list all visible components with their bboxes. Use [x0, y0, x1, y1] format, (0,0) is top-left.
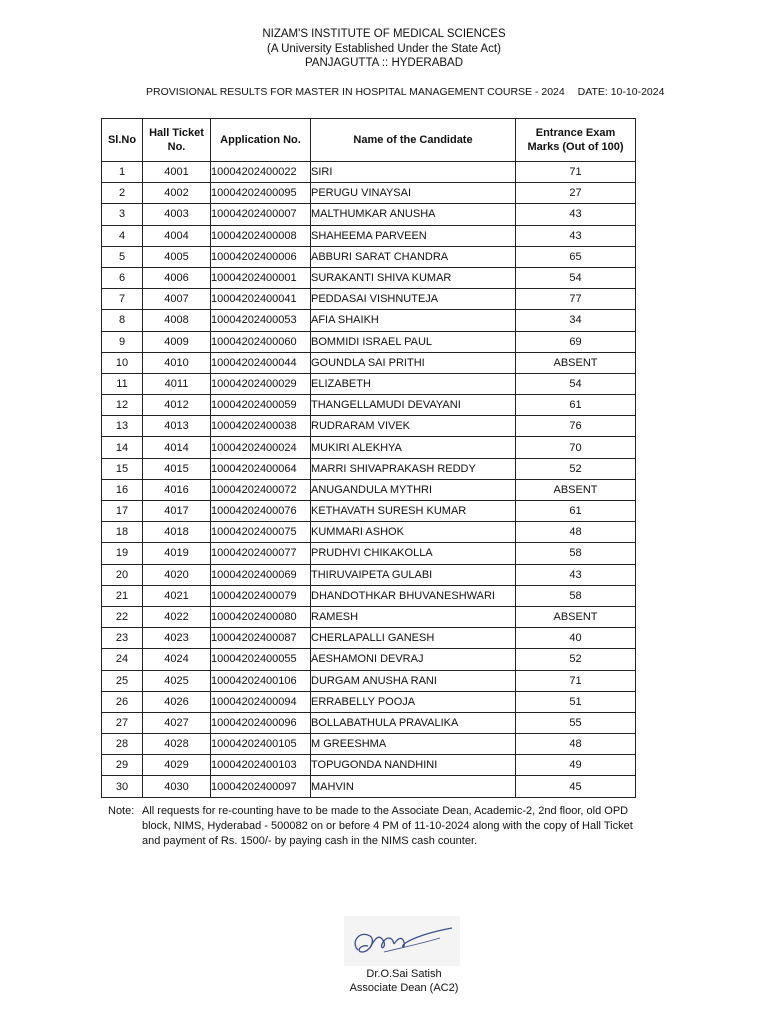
- cell-slno: 13: [102, 416, 143, 437]
- cell-slno: 28: [102, 734, 143, 755]
- table-row: [102, 479, 636, 500]
- table-row: [102, 649, 636, 670]
- cell-candidate-name: BOMMIDI ISRAEL PAUL: [311, 331, 516, 352]
- table-row: [102, 734, 636, 755]
- cell-marks: 61: [516, 395, 636, 416]
- cell-application-no: 10004202400080: [211, 606, 311, 627]
- cell-slno: 15: [102, 458, 143, 479]
- cell-marks: 58: [516, 543, 636, 564]
- cell-marks: 70: [516, 437, 636, 458]
- table-row: [102, 246, 636, 267]
- cell-candidate-name: AFIA SHAIKH: [311, 310, 516, 331]
- cell-application-no: 10004202400001: [211, 267, 311, 288]
- cell-candidate-name: DURGAM ANUSHA RANI: [311, 670, 516, 691]
- col-header-application: Application No.: [211, 119, 311, 162]
- cell-marks: 61: [516, 501, 636, 522]
- cell-candidate-name: RUDRARAM VIVEK: [311, 416, 516, 437]
- cell-slno: 23: [102, 628, 143, 649]
- table-row: [102, 225, 636, 246]
- cell-slno: 7: [102, 289, 143, 310]
- cell-candidate-name: MUKIRI ALEKHYA: [311, 437, 516, 458]
- cell-slno: 6: [102, 267, 143, 288]
- cell-candidate-name: ERRABELLY POOJA: [311, 691, 516, 712]
- cell-candidate-name: ANUGANDULA MYTHRI: [311, 479, 516, 500]
- cell-hall-ticket: 4021: [143, 585, 211, 606]
- cell-hall-ticket: 4029: [143, 755, 211, 776]
- cell-slno: 12: [102, 395, 143, 416]
- cell-candidate-name: SIRI: [311, 162, 516, 183]
- cell-hall-ticket: 4026: [143, 691, 211, 712]
- table-row: [102, 437, 636, 458]
- cell-marks: 65: [516, 246, 636, 267]
- cell-hall-ticket: 4005: [143, 246, 211, 267]
- cell-marks: 49: [516, 755, 636, 776]
- results-date: DATE: 10-10-2024: [577, 86, 665, 98]
- cell-marks: 71: [516, 162, 636, 183]
- note-label: Note:: [108, 805, 135, 817]
- cell-hall-ticket: 4022: [143, 606, 211, 627]
- cell-hall-ticket: 4024: [143, 649, 211, 670]
- table-row: [102, 373, 636, 394]
- cell-marks: 52: [516, 649, 636, 670]
- table-row: [102, 522, 636, 543]
- cell-marks: ABSENT: [516, 606, 636, 627]
- cell-candidate-name: SURAKANTI SHIVA KUMAR: [311, 267, 516, 288]
- cell-marks: 51: [516, 691, 636, 712]
- document-header: [0, 27, 768, 71]
- cell-marks: 40: [516, 628, 636, 649]
- cell-slno: 17: [102, 501, 143, 522]
- results-table-body: [102, 162, 636, 798]
- cell-hall-ticket: 4012: [143, 395, 211, 416]
- table-row: [102, 712, 636, 733]
- cell-marks: 54: [516, 267, 636, 288]
- cell-slno: 16: [102, 479, 143, 500]
- table-row: [102, 352, 636, 373]
- col-header-marks: Entrance Exam Marks (Out of 100): [516, 119, 636, 162]
- cell-candidate-name: AESHAMONI DEVRAJ: [311, 649, 516, 670]
- signatory-name: Dr.O.Sai Satish: [366, 968, 442, 980]
- cell-marks: 52: [516, 458, 636, 479]
- cell-slno: 9: [102, 331, 143, 352]
- cell-candidate-name: GOUNDLA SAI PRITHI: [311, 352, 516, 373]
- cell-application-no: 10004202400044: [211, 352, 311, 373]
- cell-slno: 27: [102, 712, 143, 733]
- cell-marks: 43: [516, 204, 636, 225]
- cell-marks: 71: [516, 670, 636, 691]
- cell-hall-ticket: 4030: [143, 776, 211, 797]
- cell-marks: 48: [516, 522, 636, 543]
- signatory-block: [0, 967, 768, 995]
- cell-candidate-name: KUMMARI ASHOK: [311, 522, 516, 543]
- cell-hall-ticket: 4007: [143, 289, 211, 310]
- cell-slno: 14: [102, 437, 143, 458]
- cell-slno: 1: [102, 162, 143, 183]
- cell-application-no: 10004202400087: [211, 628, 311, 649]
- cell-application-no: 10004202400095: [211, 183, 311, 204]
- cell-slno: 25: [102, 670, 143, 691]
- cell-candidate-name: M GREESHMA: [311, 734, 516, 755]
- cell-candidate-name: KETHAVATH SURESH KUMAR: [311, 501, 516, 522]
- cell-application-no: 10004202400053: [211, 310, 311, 331]
- cell-application-no: 10004202400079: [211, 585, 311, 606]
- col-header-slno: Sl.No: [102, 119, 143, 162]
- cell-application-no: 10004202400064: [211, 458, 311, 479]
- cell-application-no: 10004202400106: [211, 670, 311, 691]
- table-row: [102, 543, 636, 564]
- cell-hall-ticket: 4013: [143, 416, 211, 437]
- cell-application-no: 10004202400072: [211, 479, 311, 500]
- cell-slno: 18: [102, 522, 143, 543]
- cell-hall-ticket: 4006: [143, 267, 211, 288]
- cell-application-no: 10004202400069: [211, 564, 311, 585]
- cell-hall-ticket: 4018: [143, 522, 211, 543]
- cell-application-no: 10004202400097: [211, 776, 311, 797]
- cell-candidate-name: THIRUVAIPETA GULABI: [311, 564, 516, 585]
- table-row: [102, 755, 636, 776]
- cell-marks: ABSENT: [516, 352, 636, 373]
- cell-slno: 24: [102, 649, 143, 670]
- cell-slno: 2: [102, 183, 143, 204]
- table-row: [102, 670, 636, 691]
- cell-candidate-name: MALTHUMKAR ANUSHA: [311, 204, 516, 225]
- table-row: [102, 289, 636, 310]
- cell-application-no: 10004202400038: [211, 416, 311, 437]
- cell-application-no: 10004202400103: [211, 755, 311, 776]
- cell-application-no: 10004202400055: [211, 649, 311, 670]
- cell-hall-ticket: 4011: [143, 373, 211, 394]
- cell-application-no: 10004202400006: [211, 246, 311, 267]
- cell-candidate-name: CHERLAPALLI GANESH: [311, 628, 516, 649]
- cell-hall-ticket: 4019: [143, 543, 211, 564]
- cell-marks: 69: [516, 331, 636, 352]
- cell-candidate-name: TOPUGONDA NANDHINI: [311, 755, 516, 776]
- note-block: [108, 804, 648, 849]
- cell-application-no: 10004202400060: [211, 331, 311, 352]
- cell-hall-ticket: 4027: [143, 712, 211, 733]
- table-row: [102, 691, 636, 712]
- cell-hall-ticket: 4023: [143, 628, 211, 649]
- cell-candidate-name: PRUDHVI CHIKAKOLLA: [311, 543, 516, 564]
- cell-hall-ticket: 4002: [143, 183, 211, 204]
- institute-name: NIZAM'S INSTITUTE OF MEDICAL SCIENCES: [262, 28, 506, 40]
- cell-slno: 4: [102, 225, 143, 246]
- cell-hall-ticket: 4017: [143, 501, 211, 522]
- cell-candidate-name: DHANDOTHKAR BHUVANESHWARI: [311, 585, 516, 606]
- cell-slno: 26: [102, 691, 143, 712]
- cell-application-no: 10004202400008: [211, 225, 311, 246]
- cell-application-no: 10004202400024: [211, 437, 311, 458]
- cell-hall-ticket: 4020: [143, 564, 211, 585]
- cell-application-no: 10004202400059: [211, 395, 311, 416]
- table-row: [102, 183, 636, 204]
- cell-application-no: 10004202400022: [211, 162, 311, 183]
- cell-slno: 10: [102, 352, 143, 373]
- cell-candidate-name: PEDDASAI VISHNUTEJA: [311, 289, 516, 310]
- signatory-designation: Associate Dean (AC2): [349, 982, 459, 994]
- table-row: [102, 776, 636, 797]
- cell-hall-ticket: 4001: [143, 162, 211, 183]
- cell-candidate-name: BOLLABATHULA PRAVALIKA: [311, 712, 516, 733]
- cell-slno: 29: [102, 755, 143, 776]
- cell-candidate-name: PERUGU VINAYSAI: [311, 183, 516, 204]
- cell-marks: 27: [516, 183, 636, 204]
- cell-slno: 30: [102, 776, 143, 797]
- cell-marks: 45: [516, 776, 636, 797]
- col-header-name: Name of the Candidate: [311, 119, 516, 162]
- cell-hall-ticket: 4009: [143, 331, 211, 352]
- signature-image: [340, 914, 464, 968]
- cell-candidate-name: ABBURI SARAT CHANDRA: [311, 246, 516, 267]
- cell-marks: 48: [516, 734, 636, 755]
- table-row: [102, 395, 636, 416]
- cell-marks: 55: [516, 712, 636, 733]
- cell-hall-ticket: 4028: [143, 734, 211, 755]
- cell-candidate-name: RAMESH: [311, 606, 516, 627]
- cell-application-no: 10004202400075: [211, 522, 311, 543]
- cell-hall-ticket: 4025: [143, 670, 211, 691]
- cell-application-no: 10004202400076: [211, 501, 311, 522]
- cell-application-no: 10004202400007: [211, 204, 311, 225]
- table-row: [102, 564, 636, 585]
- table-row: [102, 628, 636, 649]
- table-header-row: [102, 119, 636, 162]
- cell-slno: 11: [102, 373, 143, 394]
- cell-candidate-name: THANGELLAMUDI DEVAYANI: [311, 395, 516, 416]
- table-row: [102, 162, 636, 183]
- cell-marks: 34: [516, 310, 636, 331]
- cell-slno: 20: [102, 564, 143, 585]
- table-row: [102, 458, 636, 479]
- cell-application-no: 10004202400094: [211, 691, 311, 712]
- cell-slno: 22: [102, 606, 143, 627]
- cell-application-no: 10004202400041: [211, 289, 311, 310]
- cell-marks: 43: [516, 564, 636, 585]
- cell-marks: 58: [516, 585, 636, 606]
- cell-slno: 21: [102, 585, 143, 606]
- table-row: [102, 501, 636, 522]
- table-row: [102, 606, 636, 627]
- table-row: [102, 267, 636, 288]
- cell-candidate-name: MAHVIN: [311, 776, 516, 797]
- cell-marks: 54: [516, 373, 636, 394]
- cell-marks: 76: [516, 416, 636, 437]
- table-row: [102, 416, 636, 437]
- results-table: [101, 118, 636, 798]
- cell-marks: ABSENT: [516, 479, 636, 500]
- cell-slno: 19: [102, 543, 143, 564]
- note-text: All requests for re-counting have to be made to the Associate Dean, Academic-2, 2nd floor, old OPD block, NIMS, Hyderabad - 500082 on or before 4 PM of 11-10-2024 along with the copy of Hall Ticket and payment of Rs. 1500/- by paying cash in the NIMS cash counter.: [142, 805, 633, 847]
- cell-candidate-name: ELIZABETH: [311, 373, 516, 394]
- cell-hall-ticket: 4003: [143, 204, 211, 225]
- institute-location: PANJAGUTTA :: HYDERABAD: [304, 57, 464, 69]
- cell-hall-ticket: 4016: [143, 479, 211, 500]
- results-title-line: [146, 86, 664, 98]
- col-header-hall-ticket: Hall Ticket No.: [143, 119, 211, 162]
- cell-slno: 3: [102, 204, 143, 225]
- cell-slno: 8: [102, 310, 143, 331]
- cell-hall-ticket: 4008: [143, 310, 211, 331]
- cell-hall-ticket: 4010: [143, 352, 211, 373]
- cell-hall-ticket: 4015: [143, 458, 211, 479]
- table-row: [102, 585, 636, 606]
- table-row: [102, 204, 636, 225]
- cell-application-no: 10004202400096: [211, 712, 311, 733]
- cell-hall-ticket: 4014: [143, 437, 211, 458]
- cell-marks: 43: [516, 225, 636, 246]
- results-title: PROVISIONAL RESULTS FOR MASTER IN HOSPITAL MANAGEMENT COURSE - 2024: [146, 86, 565, 98]
- cell-application-no: 10004202400029: [211, 373, 311, 394]
- cell-application-no: 10004202400077: [211, 543, 311, 564]
- cell-slno: 5: [102, 246, 143, 267]
- institute-status: (A University Established Under the State Act): [267, 42, 501, 55]
- cell-marks: 77: [516, 289, 636, 310]
- table-row: [102, 310, 636, 331]
- cell-candidate-name: MARRI SHIVAPRAKASH REDDY: [311, 458, 516, 479]
- cell-hall-ticket: 4004: [143, 225, 211, 246]
- table-row: [102, 331, 636, 352]
- cell-candidate-name: SHAHEEMA PARVEEN: [311, 225, 516, 246]
- cell-application-no: 10004202400105: [211, 734, 311, 755]
